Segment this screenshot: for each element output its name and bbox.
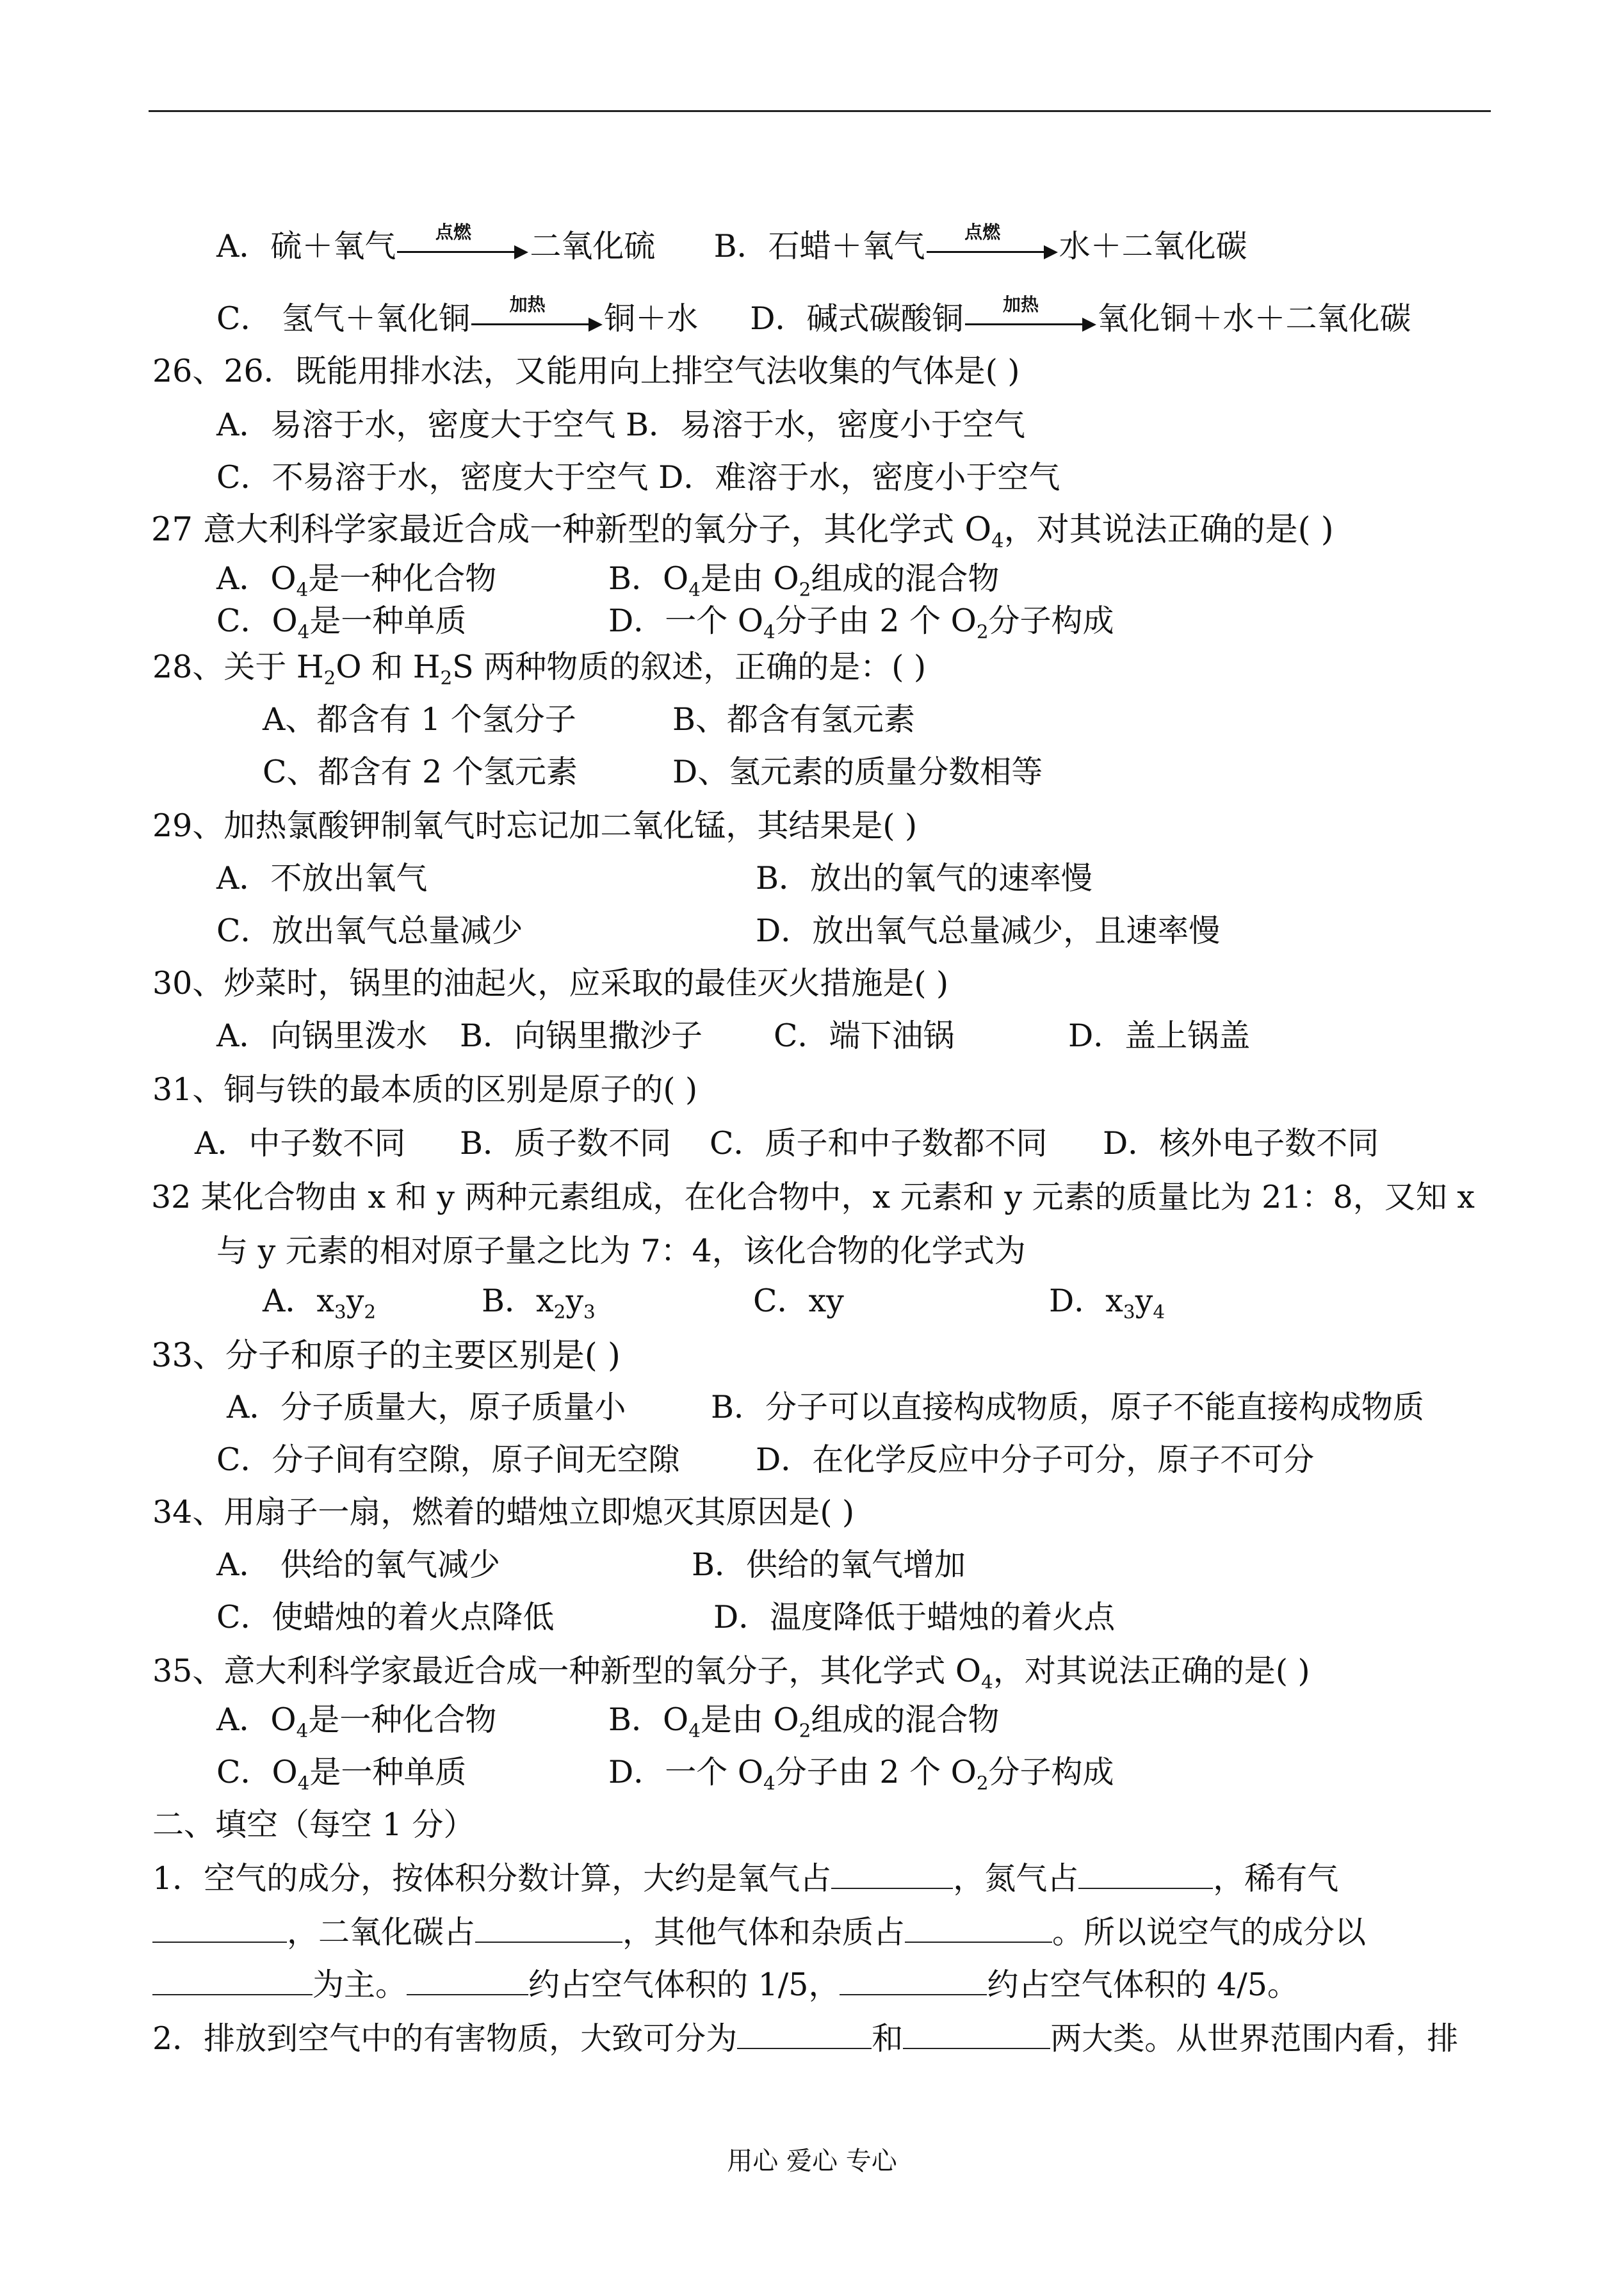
q28-option-a: A、都含有 1 个氢分子 — [263, 701, 576, 738]
reaction-arrow-icon: 加热 — [965, 305, 1096, 337]
fill1-line1: 1．空气的成分，按体积分数计算，大约是氧气占 ，氮气占 ，稀有气 — [152, 1860, 1339, 1897]
q35-option-a: A．$O_4$是一种化合物 — [216, 1701, 497, 1742]
q29-option-b: B．放出的氧气的速率慢 — [756, 860, 1093, 896]
q33-stem: 33、分子和原子的主要区别是( ) — [151, 1337, 621, 1375]
q30-option-b: B．向锅里撒沙子 — [460, 1018, 703, 1054]
q30-stem: 30、炒菜时，锅里的油起火，应采取的最佳灭火措施是( ) — [152, 965, 949, 1002]
q30-option-c: C．端下油锅 — [774, 1018, 955, 1054]
q25-option-a-product: 二氧化硫 — [530, 228, 656, 264]
blank-co2[interactable] — [475, 1916, 622, 1943]
blank-noble-gas[interactable] — [152, 1916, 287, 1943]
fill1-line2: ，二氧化碳占 ，其他气体和杂质占 。所以说空气的成分以 — [152, 1913, 1366, 1952]
q34-option-b: B．供给的氧气增加 — [692, 1546, 966, 1583]
q32-option-a: A．$x_3y_2$ — [263, 1283, 377, 1323]
blank-one-fifth[interactable] — [407, 1968, 528, 1995]
q35-option-b: B．$O_4$是由 $O_2$组成的混合物 — [608, 1701, 1000, 1742]
q25-option-d-product: 氧化铜＋水＋二氧化碳 — [1097, 300, 1411, 337]
q32-option-d: D．$x_3y_4$ — [1049, 1283, 1165, 1323]
q31-option-a: A．中子数不同 — [195, 1125, 406, 1162]
q33-option-a: A．分子质量大，原子质量小 — [227, 1389, 626, 1425]
q31-option-d: D．核外电子数不同 — [1103, 1125, 1379, 1162]
q26-options-ab: A．易溶于水，密度大于空气 B．易溶于水，密度小于空气 — [216, 407, 1025, 443]
blank-oxygen[interactable] — [831, 1862, 953, 1889]
blank-pollutant-type-1[interactable] — [737, 2022, 872, 2049]
q32-stem-line2: 与 y 元素的相对原子量之比为 7：4，该化合物的化学式为 — [216, 1233, 1026, 1269]
q26-options-cd: C．不易溶于水，密度大于空气 D．难溶于水，密度小于空气 — [216, 459, 1060, 496]
q28-option-d: D、氢元素的质量分数相等 — [672, 754, 1043, 790]
fill2-line1: 2．排放到空气中的有害物质，大致可分为 和 两大类。从世界范围内看，排 — [152, 2020, 1459, 2057]
blank-four-fifths[interactable] — [840, 1968, 987, 1995]
blank-other[interactable] — [905, 1916, 1052, 1943]
q27-stem: 27 意大利科学家最近合成一种新型的氧分子，其化学式 $O_4$，对其说法正确的是( ) — [151, 511, 1334, 553]
q27-option-c: C．$O_4$是一种单质 — [216, 603, 467, 643]
q25-option-d: D．碱式碳酸铜 — [750, 300, 964, 337]
q32-option-b: B．$x_2y_3$ — [482, 1283, 596, 1323]
q27-option-b: B．$O_4$是由 $O_2$组成的混合物 — [608, 560, 1000, 601]
q28-option-b: B、都含有氢元素 — [672, 701, 916, 738]
q29-stem: 29、加热氯酸钾制氧气时忘记加二氧化锰，其结果是( ) — [152, 807, 918, 844]
q33-option-d: D．在化学反应中分子可分，原子不可分 — [756, 1441, 1315, 1478]
q25-option-c-product: 铜＋水 — [604, 300, 699, 337]
blank-pollutant-type-2[interactable] — [903, 2022, 1050, 2049]
q31-option-c: C．质子和中子数都不同 — [710, 1125, 1048, 1162]
q31-stem: 31、铜与铁的最本质的区别是原子的( ) — [152, 1071, 698, 1108]
q29-option-c: C．放出氧气总量减少 — [216, 912, 523, 949]
q33-option-b: B．分子可以直接构成物质，原子不能直接构成物质 — [711, 1389, 1425, 1425]
section-heading-fill-in: 二、填空（每空 1 分） — [152, 1806, 475, 1843]
q34-option-c: C．使蜡烛的着火点降低 — [216, 1599, 555, 1635]
reaction-arrow-icon: 加热 — [471, 305, 603, 337]
q29-option-d: D．放出氧气总量减少，且速率慢 — [756, 912, 1221, 949]
q28-option-c: C、都含有 2 个氢元素 — [263, 754, 578, 790]
q34-option-a: A． 供给的氧气减少 — [216, 1546, 500, 1583]
q35-stem: 35、意大利科学家最近合成一种新型的氧分子，其化学式 $O_4$，对其说法正确的是( ) — [152, 1653, 1310, 1693]
q35-option-c: C．$O_4$是一种单质 — [216, 1754, 467, 1794]
q25-option-c: C． 氢气＋氧化铜 — [216, 300, 471, 337]
q25-option-b-product: 水＋二氧化碳 — [1059, 228, 1247, 264]
q35-option-d: D．一个 $O_4$分子由 2 个 $O_2$分子构成 — [608, 1754, 1114, 1794]
q32-option-c: C．xy — [753, 1283, 844, 1319]
q26-stem: 26、26．既能用排水法，又能用向上排空气法收集的气体是( ) — [152, 353, 1020, 389]
q25-option-row-ab — [216, 221, 1247, 266]
q28-stem: 28、关于 $H_2O$ 和 $H_2S$ 两种物质的叙述，正确的是：( ) — [152, 649, 927, 689]
page-footer: 用心 爱心 专心 — [727, 2146, 897, 2176]
header-rule — [149, 110, 1491, 112]
blank-nitrogen[interactable] — [1078, 1862, 1213, 1889]
q31-option-b: B．质子数不同 — [460, 1125, 672, 1162]
q34-option-d: D．温度降低于蜡烛的着火点 — [713, 1599, 1116, 1635]
q32-stem-line1: 32 某化合物由 x 和 y 两种元素组成，在化合物中，x 元素和 y 元素的质量比为 21：8，又知 x — [151, 1179, 1475, 1215]
q25-option-row-cd — [216, 293, 1411, 338]
q25-option-a: A．硫＋氧气 — [216, 228, 396, 264]
reaction-arrow-icon: 点燃 — [397, 233, 528, 265]
q34-stem: 34、用扇子一扇，燃着的蜡烛立即熄灭其原因是( ) — [152, 1494, 855, 1530]
q29-option-a: A．不放出氧气 — [216, 860, 428, 896]
fill1-line3: 为主。 约占空气体积的 1/5， 约占空气体积的 4/5。 — [152, 1966, 1299, 2004]
q25-option-b: B．石蜡＋氧气 — [713, 228, 925, 264]
q30-option-a: A．向锅里泼水 — [216, 1018, 428, 1054]
q27-option-a: A．$O_4$是一种化合物 — [216, 560, 497, 601]
q33-option-c: C．分子间有空隙，原子间无空隙 — [216, 1441, 680, 1478]
blank-main-components[interactable] — [152, 1968, 313, 1995]
q30-option-d: D．盖上锅盖 — [1068, 1018, 1251, 1054]
reaction-arrow-icon: 点燃 — [927, 233, 1058, 265]
q27-option-d: D．一个 $O_4$分子由 2 个 $O_2$分子构成 — [608, 603, 1114, 643]
